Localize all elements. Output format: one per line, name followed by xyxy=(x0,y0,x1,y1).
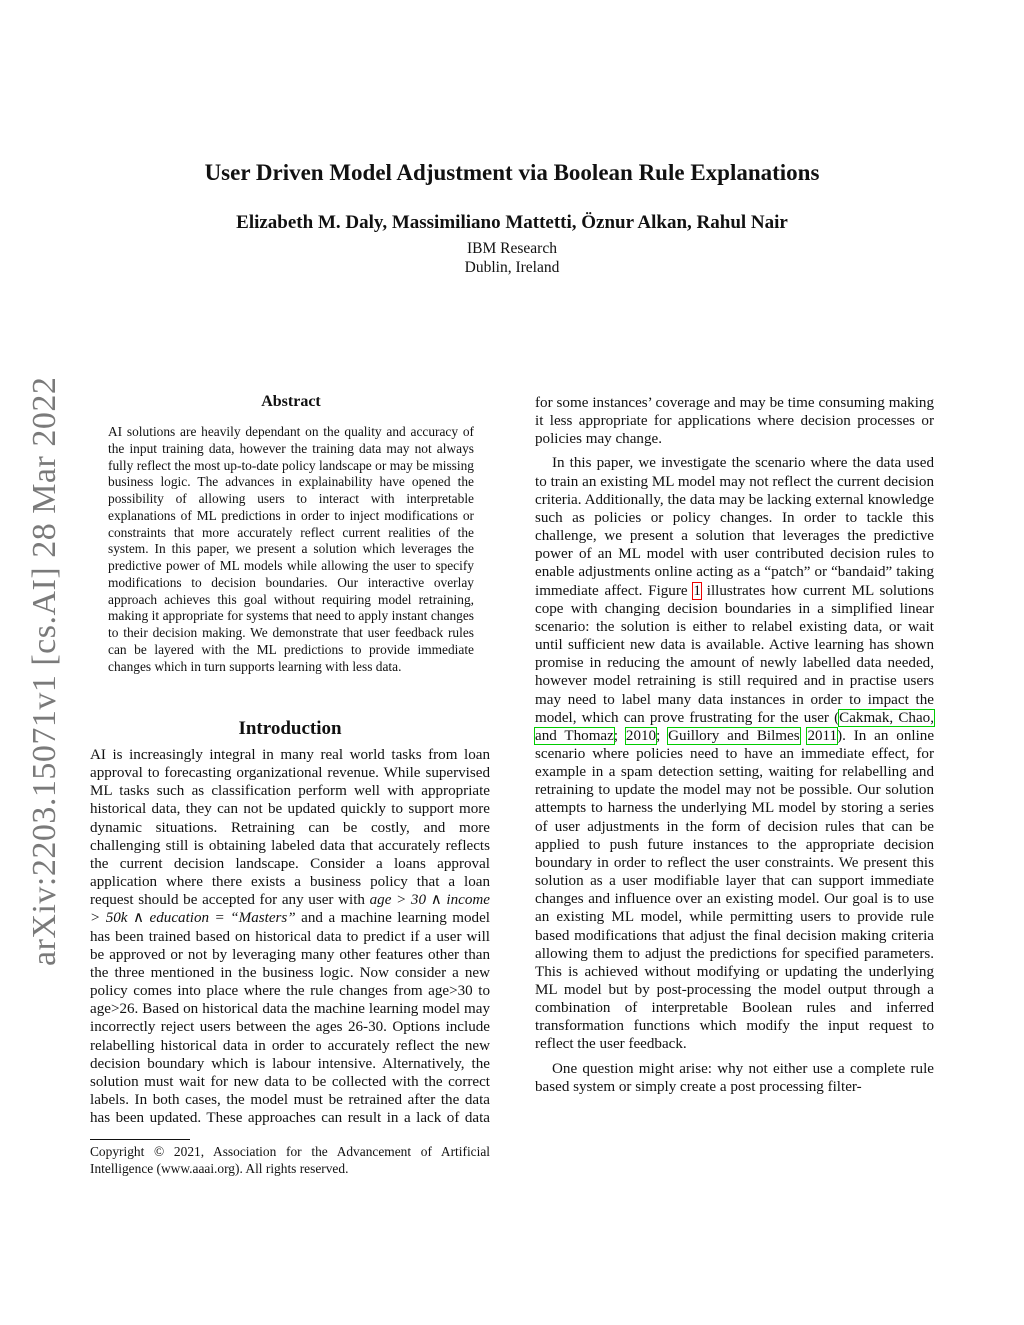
abstract-heading: Abstract xyxy=(261,393,321,410)
text-run: ). In an online scenario where policies need to have an immediate effect, for example in a spam detection setting, waiting for relabelling and retraining to update the model may not be possible. Our solution attempts to harness the underlying ML model by storing a series of user adjustments in the form of decision rules that can be applied to push future instances to the appropriate decision boundary in order to reflect the user constraints. We present this solution as a user modifiable layer that can support immediate changes and influence over an existing model. Our goal is to use an existing ML model, while permitting users to provide rule based modifications that adjust the final decision making criteria allowing them to adjust the predictions for specified parameters. This is achieved without modifying or updating the underlying ML model but by post-processing the model output through a combination of interpretable Boolean rules and inferred transformation functions which modify the input request to reflect the user feedback. xyxy=(535,727,935,1053)
intro-paragraph-1 xyxy=(90,746,490,1127)
citation-cakmak-year-link[interactable]: 2010 xyxy=(625,727,657,744)
author-list: Elizabeth M. Daly, Massimiliano Mattetti, Öznur Alkan, Rahul Nair xyxy=(236,212,788,233)
text-run: ; xyxy=(613,727,626,744)
text-run: In this paper, we investigate the scenario where the data used to train an existing ML model may not reflect the current decision criteria. Additionally, the data may be lacking external knowledge such as policies or policy changes. In order to tackle this challenge, we present a solution that leverages the predictive power of an ML model with user contributed decision rules to enable adjustments online acting as a “patch” or “bandaid” taking immediate affect. Figure xyxy=(535,455,934,599)
figure-1-link[interactable]: 1 xyxy=(693,582,701,599)
text-run: for some instances’ coverage and may be time consuming making it less appropriate for applications where decision processes or policies may change. xyxy=(535,395,934,448)
text-run: ; xyxy=(656,727,669,744)
introduction-heading: Introduction xyxy=(238,718,342,739)
citation-cakmak-link[interactable]: Cakmak, Chao, and Thomaz xyxy=(535,709,934,744)
affiliation-location: Dublin, Ireland xyxy=(464,259,560,276)
text-run: One question might arise: why not either use a complete rule based system or simply create a post processing filter- xyxy=(535,1060,934,1095)
left-column xyxy=(90,746,490,1127)
text-run: illustrates how current ML solutions cope with changing decision boundaries in a simplified linear scenario: the solution is either to relabel existing data, or wait until sufficient new data is available. Active learning has shown promise in reducing the amount of newly labelled data needed, however model retraining is still required and in practise users may need to label many data instances in order to impact the model, which can prove frustrating for the user ( xyxy=(535,582,934,726)
abstract-text: AI solutions are heavily dependant on the quality and accuracy of the input training data, however the training data may not always fully reflect the most up-to-date policy landscape or may be missing business logic. The advances in explainability have opened the possibility of allowing users to interact with interpretable explanations of ML predictions in order to inject modifications or constraints that more accurately reflect current realities of the system. In this paper, we present a solution which leverages the predictive power of ML models while allowing the user to specify modifications to decision boundaries. Our interactive overlay approach achieves this goal without requiring model retraining, making it appropriate for systems that need to apply instant changes to their decision making. We demonstrate that user feedback rules can be layered with the ML predictions to provide immediate changes which in turn supports learning with less data. xyxy=(108,424,474,674)
intro-paragraph-1-cont xyxy=(535,394,934,448)
policy-formula: age > 30 ∧ income > 50k ∧ education = “Masters” xyxy=(90,892,490,927)
text-run: and a machine learning model has been trained based on historical data to predict if a user will be approved or not by leveraging many other features other than the three mentioned in the business logic. Now consider a new policy comes into place where the rule changes from age>30 to age>26. Based on historical data the machine learning model may incorrectly reject users between the ages 26-30. Options include relabelling historical data in order to accurately reflect the new decision boundary which is labour intensive. Alternatively, the solution must wait for new data to be collected with the correct labels. In both cases, the model must be retrained after the data has been updated. These approaches can result in a lack of data xyxy=(90,910,490,1127)
text-run: AI is increasingly integral in many real world tasks from loan approval to forecasting organizational revenue. While supervised ML tasks such as classification perform well with appropriate historical data, they can not be updated quickly to support more dynamic situations. Retraining can be costly, and more challenging still is obtaining labeled data that accurately reflects the current decision landscape. Consider a loans approval application where there exists a business policy that a loan request should be accepted for any user with xyxy=(90,747,490,909)
intro-paragraph-3 xyxy=(535,1060,934,1096)
arxiv-identifier: arXiv:2203.15071v1 [cs.AI] 28 Mar 2022 xyxy=(26,376,63,966)
footnote-rule xyxy=(90,1139,190,1140)
copyright-footnote: Copyright © 2021, Association for the Advancement of Artificial Intelligence (www.aaai.org). All rights reserved. xyxy=(90,1144,490,1176)
paper-title: User Driven Model Adjustment via Boolean Rule Explanations xyxy=(204,160,820,185)
intro-paragraph-2 xyxy=(535,454,934,1053)
affiliation xyxy=(0,239,1024,277)
citation-guillory-year-link[interactable]: 2011 xyxy=(807,727,838,744)
citation-guillory-link[interactable]: Guillory and Bilmes xyxy=(668,727,800,744)
affiliation-org: IBM Research xyxy=(467,240,557,257)
right-column xyxy=(535,394,934,1096)
